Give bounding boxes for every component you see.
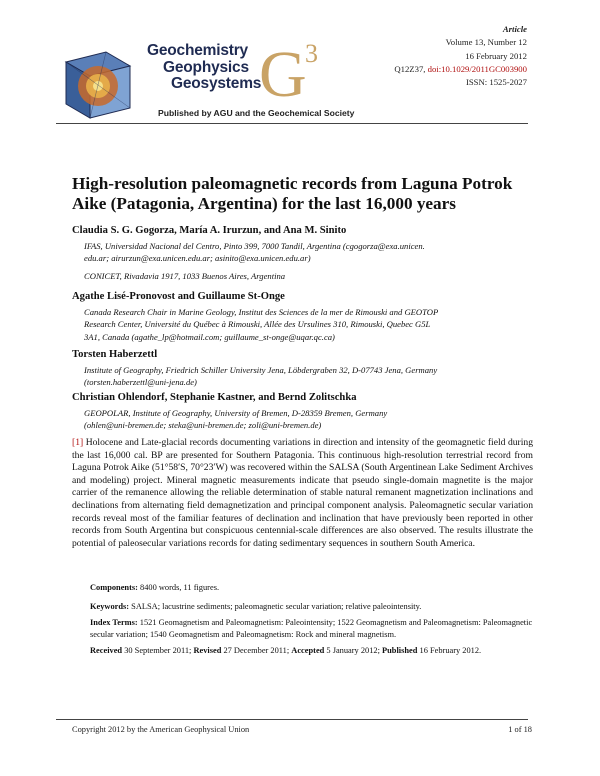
page-number: 1 of 18 (508, 725, 532, 734)
abstract (72, 437, 533, 550)
affiliation-4-line1: GEOPOLAR, Institute of Geography, University of Bremen, D-28359 Bremen, Germany (84, 408, 388, 418)
abstract-text: Holocene and Late-glacial records documenting variations in direction and intensity of the geomagnetic field during the last 16,000 cal. BP are presented for Southern Patagonia. This continuous high-resolution terrestrial record from Laguna Potrok Aike (51°58′S, 70°23′W) was recovered within the SALSA (South Argentinean Lake Sediment Archives and modeling) project. Mineral magnetic measurements indicate that pseudo single-domain magnetite is the major carrier of the remanence allowing the reliable determination of stable natural remanent magnetization inclinations and declinations from alternating field demagnetization and principal component analysis. Paleomagnetic secular variation records reveal most of the familiar features of declination and inclination that have previously been reported in other records from South Argentina but conspicuous centennial-scale differences are also observed. The results illustrate the potential of paleosecular variations records for dating sedimentary sequences in southern South America. (72, 437, 533, 549)
affiliation-2-line2: Research Center, Université du Québec à Rimouski, Allée des Ursulines 310, Rimouski, Quebec G5L (84, 319, 431, 330)
footer-divider (56, 719, 528, 720)
paper-title-line2: Aike (Patagonia, Argentina) for the last 16,000 years (72, 194, 456, 213)
article-id-line (394, 63, 527, 76)
journal-name (147, 43, 261, 93)
index-terms-value: 1521 Geomagnetism and Paleomagnetism: Paleointensity; 1522 Geomagnetism and Paleomagnetism: Paleomagnetic secular variation; 1540 Geomagnetism and Paleomagnetism: Rock and mineral magnetism. (90, 618, 533, 640)
author-group-4: Christian Ohlendorf, Stephanie Kastner, and Bernd Zolitschka (72, 392, 357, 403)
accepted-date: 5 January 2012; (326, 646, 380, 655)
received-date: 30 September 2011; (124, 646, 192, 655)
keywords-label: Keywords: (90, 602, 130, 611)
accepted-label: Accepted (291, 646, 325, 655)
published-label: Published (382, 646, 418, 655)
journal-name-line2: Geophysics (163, 58, 249, 76)
copyright: Copyright 2012 by the American Geophysical Union (72, 725, 250, 734)
revised-date: 27 December 2011; (223, 646, 290, 655)
header-divider (56, 123, 528, 124)
keywords-line (90, 601, 535, 613)
g3-logo-mark (259, 40, 321, 114)
author-group-1: Claudia S. G. Gogorza, María A. Irurzun, and Ana M. Sinito (72, 225, 347, 236)
received-label: Received (90, 646, 123, 655)
affiliation-1-line1: IFAS, Universidad Nacional del Centro, Pinto 399, 7000 Tandil, Argentina (cgogorza@exa.unicen. (84, 241, 425, 251)
affiliation-3-line2: (torsten.haberzettl@uni-jena.de) (84, 377, 197, 388)
author-group-3: Torsten Haberzettl (72, 349, 158, 360)
paragraph-number[interactable]: [1] (72, 437, 84, 448)
journal-logo-cube-icon (58, 44, 138, 124)
article-meta (394, 23, 527, 89)
g3-superscript: 3 (305, 39, 318, 68)
issue-date: 16 February 2012 (465, 50, 527, 61)
affiliation-2-line1: Canada Research Chair in Marine Geology, Institut des Sciences de la mer de Rimouski and GEOTOP (84, 307, 439, 317)
dates-line (90, 645, 535, 657)
components-label: Components: (90, 583, 138, 592)
index-terms-label: Index Terms: (90, 618, 138, 627)
author-group-2: Agathe Lisé-Pronovost and Guillaume St-Onge (72, 291, 285, 302)
paper-title (72, 174, 542, 214)
keywords-value: SALSA; lacustrine sediments; paleomagnetic secular variation; relative paleointensity. (131, 602, 422, 611)
published-date: 16 February 2012. (419, 646, 482, 655)
affiliation-1-line2: edu.ar; airurzun@exa.unicen.edu.ar; asinito@exa.unicen.edu.ar) (84, 253, 311, 264)
revised-label: Revised (193, 646, 222, 655)
affiliation-2 (84, 306, 532, 343)
affiliation-4-line2: (ohlen@uni-bremen.de; steka@uni-bremen.de; zoli@uni-bremen.de) (84, 420, 322, 431)
index-terms-line (90, 617, 535, 641)
affiliation-1b: CONICET, Rivadavia 1917, 1033 Buenos Aires, Argentina (84, 271, 286, 281)
issn: ISSN: 1525-2027 (465, 77, 527, 88)
article-id: Q12Z37, (394, 63, 426, 74)
publisher-line: Published by AGU and the Geochemical Society (158, 108, 355, 118)
g3-letter: G (259, 38, 307, 111)
affiliation-4 (84, 407, 532, 432)
affiliation-2-line3: 3A1, Canada (agathe_lp@hotmail.com; guillaume_st-onge@uqar.qc.ca) (84, 331, 335, 342)
volume: Volume 13, Number 12 (445, 37, 527, 48)
doi-link[interactable]: doi:10.1029/2011GC003900 (427, 63, 527, 74)
paper-title-line1: High-resolution paleomagnetic records from Laguna Potrok (72, 174, 513, 193)
components-value: 8400 words, 11 figures. (140, 583, 220, 592)
journal-name-line1: Geochemistry (147, 42, 248, 59)
article-kind: Article (502, 24, 527, 34)
components-line (90, 582, 535, 594)
affiliation-3 (84, 364, 532, 389)
affiliation-3-line1: Institute of Geography, Friedrich Schiller University Jena, Löbdergraben 32, D-07743 Jena, Germany (84, 365, 438, 375)
journal-name-line3: Geosystems (171, 75, 262, 92)
affiliation-1 (84, 240, 532, 265)
